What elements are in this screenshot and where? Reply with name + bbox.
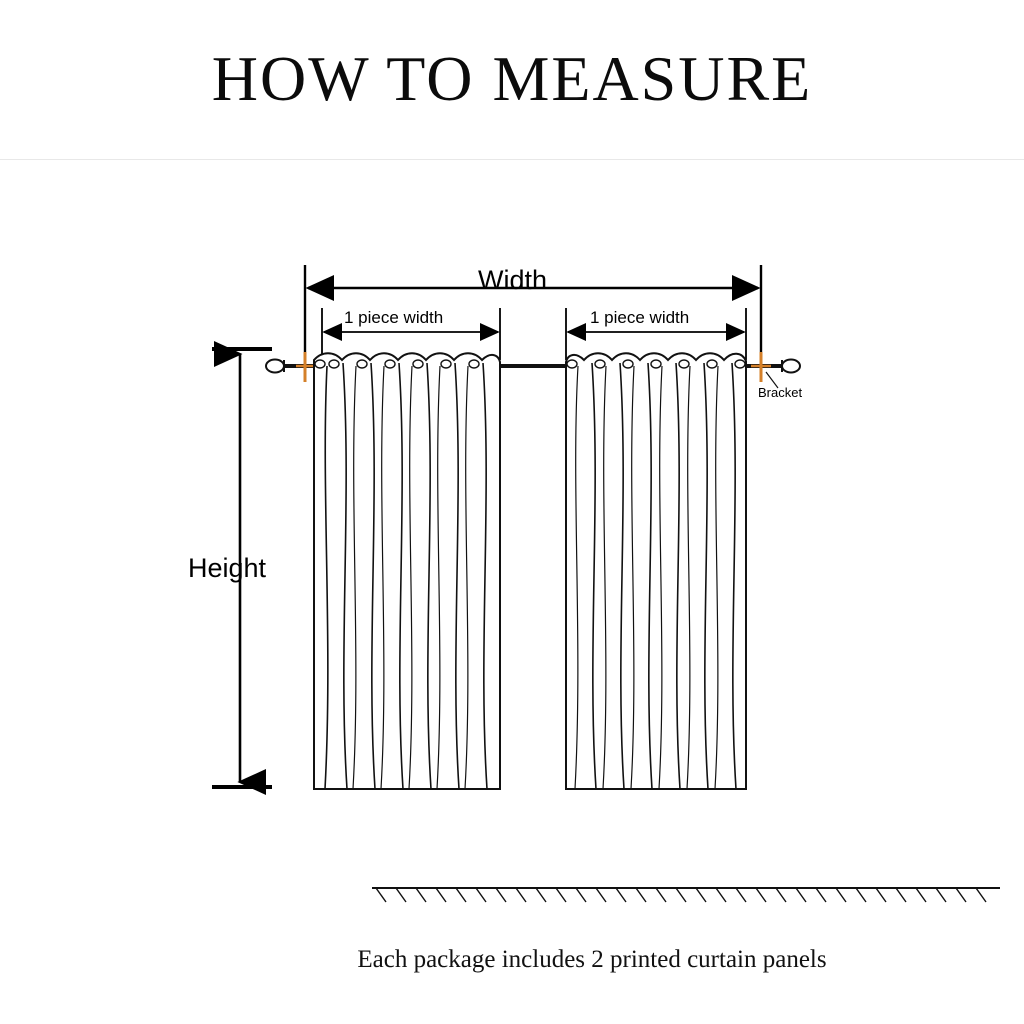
footer-note-text: Each package includes 2 printed curtain panels bbox=[357, 946, 827, 973]
left-curtain-panel bbox=[314, 353, 500, 789]
height-label: Height bbox=[188, 553, 267, 583]
piece-width-label-right: 1 piece width bbox=[590, 308, 690, 327]
hatched-floor-line bbox=[372, 888, 1000, 902]
footer-note bbox=[0, 946, 1024, 974]
curtain-measurement-diagram bbox=[0, 160, 1024, 1024]
right-curtain-panel bbox=[566, 353, 746, 789]
page-title: HOW TO MEASURE bbox=[211, 43, 813, 114]
piece-width-label-left: 1 piece width bbox=[344, 308, 444, 327]
bracket-label: Bracket bbox=[758, 385, 803, 400]
rod-bracket-right bbox=[751, 352, 771, 382]
header-band bbox=[0, 0, 1024, 160]
width-label: Width bbox=[478, 265, 548, 295]
